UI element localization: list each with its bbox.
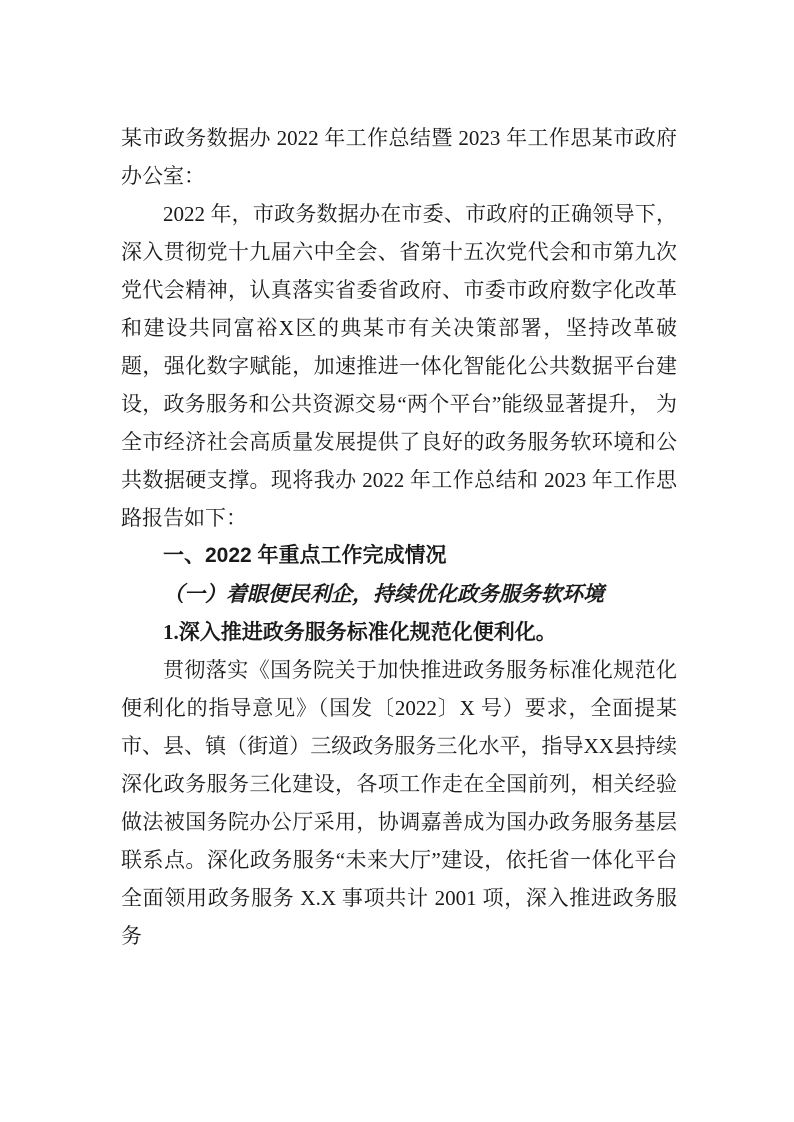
document-title-line: 某市政务数据办 2022 年工作总结暨 2023 年工作思某市政府办公室：: [121, 126, 677, 188]
body-paragraph: 2022 年，市政务数据办在市委、市政府的正确领导下，深入贯彻党十九届六中全会、省第十五次党代会和市第九次党代会精神，认真落实省委省政府、市委市政府数字化改革和建设共同富裕X区的典某市有关决策部署，坚持改革破题，强化数字赋能，加速推进一体化智能化公共数据平台建设，政务服务和公共资源交易“两个平台”能级显著提升， 为全市经济社会高质量发展提供了良好的政务服务软环境和公共数据硬支撑。现将我办 2022 年工作总结和 2023 年工作思路报告如下：: [121, 202, 677, 530]
section-heading: 一、2022 年重点工作完成情况: [163, 544, 447, 567]
body-paragraph: 贯彻落实《国务院关于加快推进政务服务标准化规范化便利化的指导意见》（国发〔2022〕X 号）要求，全面提某市、县、镇（街道）三级政务服务三化水平，指导XX县持续深化政务服务三化建设，各项工作走在全国前列，相关经验做法被国务院办公厅采用，协调嘉善成为国办政务服务基层联系点。深化政务服务“未来大厅”建设，依托省一体化平台全面领用政务服务 X.X 事项共计 2001 项，深入推进政务服务: [121, 658, 677, 948]
numbered-item-heading: 1.深入推进政务服务标准化规范化便利化。: [163, 620, 557, 644]
subsection-heading: （一）着眼便民利企，持续优化政务服务软环境: [163, 582, 604, 606]
document-text-block: [121, 119, 677, 955]
